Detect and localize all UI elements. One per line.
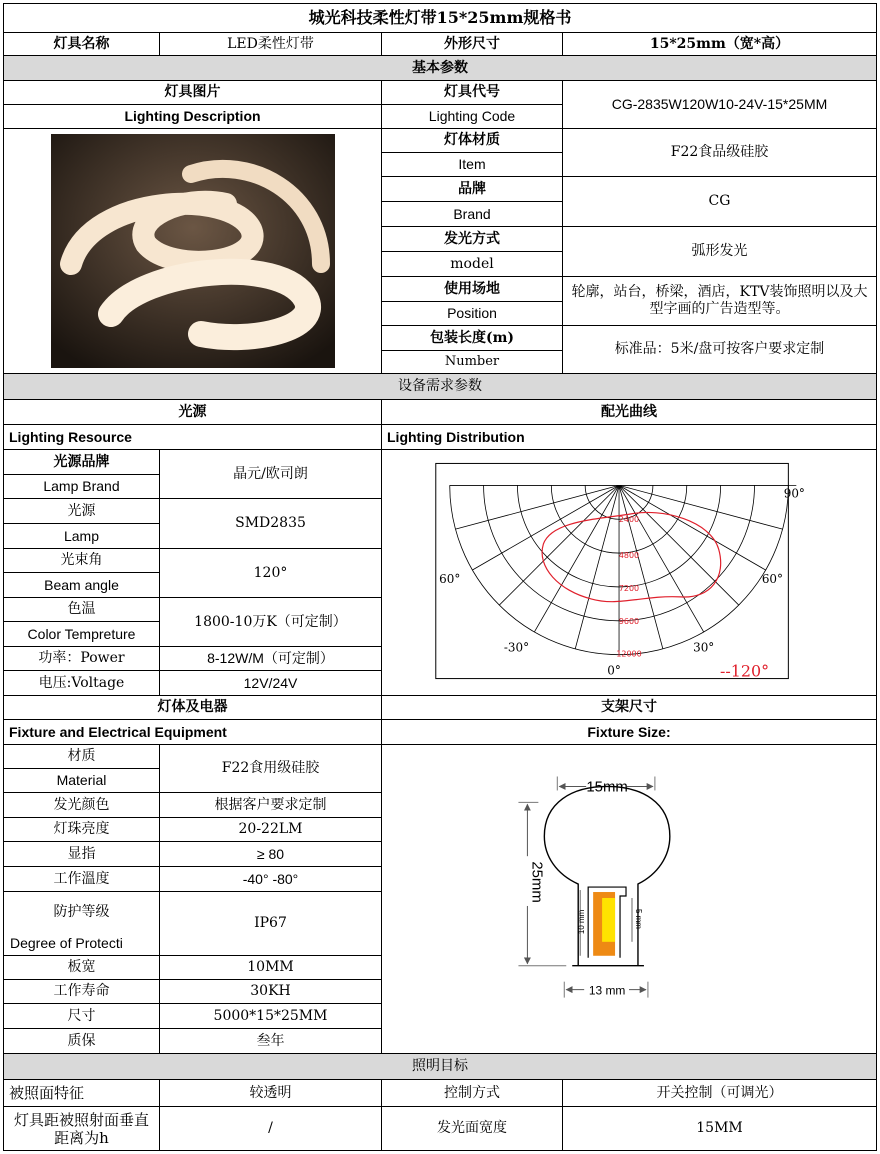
protection-en: Degree of Protecti (3, 932, 160, 956)
material-value: F22食用级硅胶 (159, 744, 382, 793)
work-temp-label: 工作溫度 (3, 866, 160, 892)
brightness-value: 20-22LM (159, 817, 382, 842)
size-value: 15*25mm（宽*高） (562, 32, 877, 56)
position-label-en: Position (381, 301, 563, 326)
lamp-image-cell (3, 128, 382, 374)
item-value: F22食品级硅胶 (562, 128, 877, 177)
fixture-size-drawing (382, 744, 876, 1054)
angle-60-right: 60° (761, 571, 784, 586)
model-label-cn: 发光方式 (381, 226, 563, 252)
equip-title: 设备需求参数 (3, 373, 877, 400)
fixture-title: 灯体及电器 (3, 695, 382, 720)
distance-label: 灯具距被照射面垂直距离为h (3, 1106, 160, 1151)
code-value: CG-2835W120W10-24V-15*25MM (562, 80, 877, 129)
brand-label-cn: 品牌 (381, 176, 563, 202)
lifetime-value: 30KH (159, 979, 382, 1004)
ring-label-2: 4800 (618, 551, 640, 561)
color-temp-value: 1800-10万K（可定制） (159, 597, 382, 647)
control-label: 控制方式 (381, 1079, 563, 1107)
polar-chart (382, 449, 876, 696)
base-dimension: 13 mm (588, 983, 626, 998)
power-value: 8-12W/M（可定制） (159, 646, 382, 671)
surface-label: 被照面特征 (3, 1079, 160, 1107)
material-cn: 材质 (3, 744, 160, 769)
height-dimension: 25mm (528, 861, 546, 903)
protection-value: IP67 (159, 891, 382, 956)
size-label: 外形尺寸 (381, 32, 563, 56)
model-value: 弧形发光 (562, 226, 877, 277)
board-width-label: 板宽 (3, 955, 160, 980)
voltage-value: 12V/24V (159, 670, 382, 696)
angle-30-right: 30° (693, 640, 715, 655)
image-label-en: Lighting Description (3, 104, 382, 129)
item-label-cn: 灯体材质 (381, 128, 563, 153)
board-width-value: 10MM (159, 955, 382, 980)
width-dimension: 15mm (586, 778, 628, 796)
light-source-title-en: Lighting Resource (3, 424, 382, 450)
name-label: 灯具名称 (3, 32, 160, 56)
surface-value: 较透明 (159, 1079, 382, 1107)
distribution-title-en: Lighting Distribution (381, 424, 877, 450)
angle-60-left: 60° (439, 571, 461, 586)
ring-label-3: 7200 (618, 583, 640, 593)
beam-angle-en: Beam angle (3, 572, 160, 598)
warranty-value: 叁年 (159, 1028, 382, 1054)
protection-cn: 防护等级 (3, 891, 160, 933)
led-emitter (602, 898, 615, 942)
target-title: 照明目标 (3, 1053, 877, 1080)
brand-value: CG (562, 176, 877, 227)
item-label-en: Item (381, 152, 563, 177)
lamp-en: Lamp (3, 523, 160, 549)
warranty-label: 质保 (3, 1028, 160, 1054)
chart-frame (436, 463, 789, 678)
color-temp-cn: 色温 (3, 597, 160, 622)
material-en: Material (3, 768, 160, 793)
emit-color-value: 根据客户要求定制 (159, 792, 382, 818)
basic-title: 基本参数 (3, 55, 877, 81)
brightness-label: 灯珠亮度 (3, 817, 160, 842)
beam-angle-value: 120° (159, 548, 382, 598)
distribution-title: 配光曲线 (381, 399, 877, 425)
ring-label-5: 12000 (616, 649, 642, 659)
bracket-title: 支架尺寸 (381, 695, 877, 720)
position-label-cn: 使用场地 (381, 276, 563, 302)
led-dimension: 5 mm (633, 908, 643, 929)
length-value: 标准品：5米/盘可按客户要求定制 (562, 325, 877, 374)
lifetime-label: 工作寿命 (3, 979, 160, 1004)
bracket-title-en: Fixture Size: (381, 719, 877, 745)
ring-label-4: 9600 (618, 616, 640, 626)
code-label-cn: 灯具代号 (381, 80, 563, 105)
cri-value: ≥ 80 (159, 841, 382, 867)
emit-width-value: 15MM (562, 1106, 877, 1151)
control-value: 开关控制（可调光） (562, 1079, 877, 1107)
beam-angle-cn: 光束角 (3, 548, 160, 573)
color-temp-en: Color Tempreture (3, 621, 160, 647)
distribution-chart-cell (381, 449, 877, 696)
model-label-en: model (381, 251, 563, 277)
code-label-en: Lighting Code (381, 104, 563, 129)
lamp-brand-en: Lamp Brand (3, 474, 160, 499)
emit-width-label: 发光面宽度 (381, 1106, 563, 1151)
length-label-cn: 包装长度(m) (381, 325, 563, 351)
sheet-title: 城光科技柔性灯带15*25mm规格书 (3, 3, 877, 33)
angle-30-left: -30° (503, 640, 530, 655)
brand-label-en: Brand (381, 201, 563, 227)
position-value: 轮廓，站台，桥梁，酒店，KTV装饰照明以及大型字画的广告造型等。 (562, 276, 877, 326)
emit-color-label: 发光颜色 (3, 792, 160, 818)
cri-label: 显指 (3, 841, 160, 867)
lamp-cn: 光源 (3, 498, 160, 524)
fixture-size-drawing-cell (381, 744, 877, 1054)
voltage-label: 电压:Voltage (3, 670, 160, 696)
light-source-title: 光源 (3, 399, 382, 425)
lamp-photo (51, 134, 335, 368)
lamp-value: SMD2835 (159, 498, 382, 549)
work-temp-value: -40° -80° (159, 866, 382, 892)
distance-value: / (159, 1106, 382, 1151)
image-label-cn: 灯具图片 (3, 80, 382, 105)
ring-label-1: 2400 (618, 515, 640, 525)
lamp-brand-value: 晶元/欧司朗 (159, 449, 382, 499)
beam-angle-label: --120° (719, 661, 770, 681)
board-dimension: 10 mm (577, 909, 587, 935)
dimension-label: 尺寸 (3, 1003, 160, 1029)
name-value: LED柔性灯带 (159, 32, 382, 56)
power-label: 功率：Power (3, 646, 160, 671)
lamp-brand-cn: 光源品牌 (3, 449, 160, 475)
dimension-value: 5000*15*25MM (159, 1003, 382, 1029)
length-label-en: Number (381, 350, 563, 374)
fixture-title-en: Fixture and Electrical Equipment (3, 719, 382, 745)
angle-0: 0° (607, 663, 621, 678)
angle-90: 90° (783, 486, 805, 501)
